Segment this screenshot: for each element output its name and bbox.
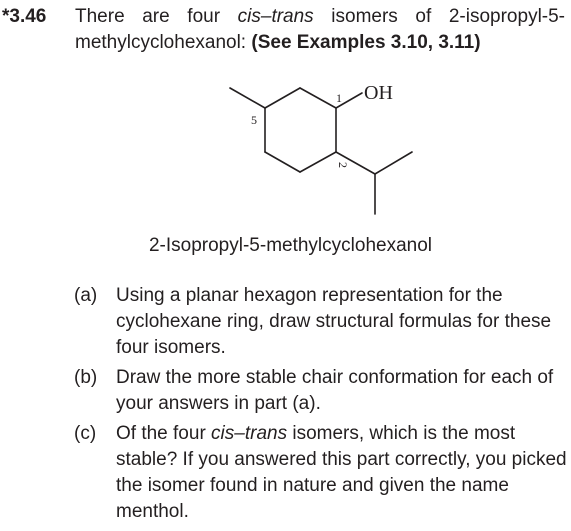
position-label-1: 1 [336, 91, 342, 105]
position-label-2: 2 [336, 162, 350, 168]
part-c-text [116, 421, 569, 525]
ring-bond-c1-top [300, 88, 336, 108]
problem-intro-start: There are four [75, 6, 238, 27]
example-reference: (See Examples 3.10, 3.11) [251, 32, 481, 53]
part-b-text: Draw the more stable chair conformation for each of your answers in part (a). [116, 367, 554, 414]
molecule-structure [200, 76, 440, 221]
hydroxyl-label: OH [364, 82, 393, 104]
problem-statement [75, 4, 565, 56]
ring-bond-c3-c4 [265, 152, 300, 172]
part-c [74, 421, 569, 525]
part-a-label: (a) [74, 285, 98, 306]
part-a [74, 283, 569, 361]
question-parts [74, 283, 569, 529]
methyl-bond [230, 88, 265, 108]
problem-number: *3.46 [2, 6, 47, 27]
part-b [74, 365, 569, 417]
ring-bond-c5-c6 [265, 88, 300, 108]
part-c-label: (c) [74, 423, 97, 444]
ring-bond-c2-c3 [300, 152, 336, 172]
part-c-text-end: isomers, which is the most stable? If you answered this part correctly, you picked the isomer found in nature and given the name menthol. [116, 423, 567, 522]
part-b-label: (b) [74, 367, 98, 388]
part-c-text-italic: cis–trans [211, 423, 288, 444]
problem-intro-italic: cis–trans [237, 6, 314, 27]
part-c-text-start: Of the four [116, 423, 212, 444]
problem-intro-end: isomers of 2-isopropyl-5-methylcyclohexanol: [75, 6, 566, 53]
part-a-text: Using a planar hexagon representation for the cyclohexane ring, draw structural formulas for these four isomers. [116, 285, 552, 358]
compound-name-caption: 2-Isopropyl-5-methylcyclohexanol [148, 235, 432, 256]
position-label-5: 5 [251, 113, 257, 127]
isopropyl-methyl-bond-1 [375, 152, 412, 174]
